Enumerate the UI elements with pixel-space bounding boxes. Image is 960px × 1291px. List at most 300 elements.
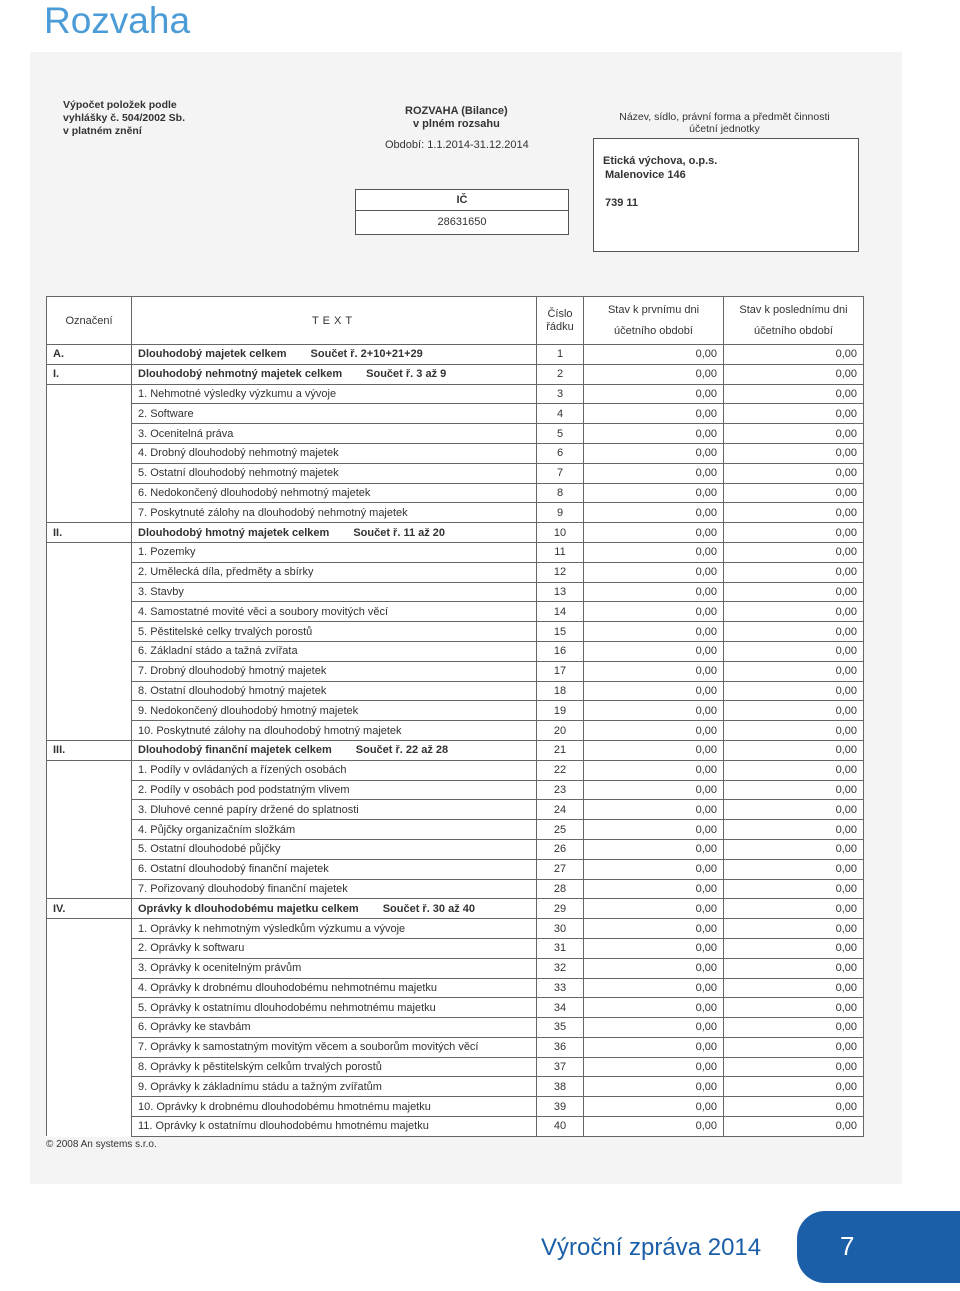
row-label: [47, 424, 132, 444]
row-line-number: 14: [537, 602, 584, 622]
row-label: A.: [47, 345, 132, 365]
row-text-cell: [132, 978, 537, 998]
row-value-last-day: 0,00: [724, 404, 864, 424]
statement-heading: [385, 105, 565, 152]
row-label: III.: [47, 740, 132, 760]
row-text: Dlouhodobý nehmotný majetek celkem: [138, 368, 343, 381]
row-value-first-day: 0,00: [584, 859, 724, 879]
row-value-last-day: 0,00: [724, 483, 864, 503]
row-line-number: 26: [537, 839, 584, 859]
row-line-number: 6: [537, 443, 584, 463]
row-value-first-day: 0,00: [584, 899, 724, 919]
row-value-first-day: 0,00: [584, 701, 724, 721]
row-line-number: 12: [537, 562, 584, 582]
table-row: [47, 661, 864, 681]
row-label: [47, 542, 132, 562]
row-value-last-day: 0,00: [724, 899, 864, 919]
header-text: TEXT: [132, 297, 537, 345]
ic-value: 28631650: [437, 216, 487, 228]
row-line-number: 22: [537, 760, 584, 780]
row-text-cell: [132, 1077, 537, 1097]
header-last-day-2: účetního období: [754, 324, 833, 337]
row-text-cell: [132, 919, 537, 939]
row-text-cell: [132, 800, 537, 820]
row-line-number: 33: [537, 978, 584, 998]
entity-note-line: účetní jednotky: [689, 123, 760, 135]
row-label: [47, 622, 132, 642]
row-value-last-day: 0,00: [724, 760, 864, 780]
row-text: 6. Ostatní dlouhodobý finanční majetek: [138, 863, 329, 876]
row-text-cell: [132, 404, 537, 424]
row-line-number: 25: [537, 820, 584, 840]
table-row: [47, 820, 864, 840]
table-row: [47, 800, 864, 820]
row-sum-formula: Součet ř. 30 až 40: [382, 902, 476, 915]
row-text: Dlouhodobý majetek celkem: [138, 348, 287, 361]
row-value-last-day: 0,00: [724, 800, 864, 820]
organization-address: Malenovice 146: [605, 169, 686, 181]
table-row: [47, 780, 864, 800]
table-row: [47, 760, 864, 780]
row-value-first-day: 0,00: [584, 681, 724, 701]
row-text-cell: [132, 424, 537, 444]
row-label: [47, 483, 132, 503]
row-value-first-day: 0,00: [584, 721, 724, 741]
row-line-number: 2: [537, 364, 584, 384]
table-row: [47, 721, 864, 741]
row-label: [47, 1057, 132, 1077]
organization-name: Etická výchova, o.p.s.: [603, 155, 718, 167]
row-label: I.: [47, 364, 132, 384]
row-value-first-day: 0,00: [584, 1018, 724, 1038]
table-row: [47, 1097, 864, 1117]
table-row: [47, 384, 864, 404]
table-row: [47, 503, 864, 523]
row-value-last-day: 0,00: [724, 602, 864, 622]
row-text: 7. Poskytnuté zálohy na dlouhodobý nehmotný majetek: [138, 506, 408, 519]
reporting-period: Období: 1.1.2014-31.12.2014: [385, 139, 529, 151]
row-text: Oprávky k dlouhodobému majetku celkem: [138, 902, 359, 915]
row-value-first-day: 0,00: [584, 483, 724, 503]
statement-subtitle: v plném rozsahu: [413, 118, 500, 130]
row-label: [47, 760, 132, 780]
header-line-number-2: řádku: [546, 320, 574, 333]
row-value-last-day: 0,00: [724, 641, 864, 661]
row-line-number: 23: [537, 780, 584, 800]
row-line-number: 38: [537, 1077, 584, 1097]
row-sum-formula: Součet ř. 22 až 28: [355, 744, 449, 757]
row-text-cell: [132, 780, 537, 800]
row-value-first-day: 0,00: [584, 562, 724, 582]
row-line-number: 20: [537, 721, 584, 741]
copyright: © 2008 An systems s.r.o.: [46, 1139, 157, 1150]
row-text: 8. Ostatní dlouhodobý hmotný majetek: [138, 684, 327, 697]
row-text: 4. Samostatné movité věci a soubory movitých věcí: [138, 605, 389, 618]
table-row: [47, 463, 864, 483]
row-label: II.: [47, 523, 132, 543]
header-first-day-2: účetního období: [614, 324, 693, 337]
table-row: [47, 1018, 864, 1038]
row-line-number: 8: [537, 483, 584, 503]
row-text-cell: [132, 1057, 537, 1077]
row-line-number: 15: [537, 622, 584, 642]
row-line-number: 37: [537, 1057, 584, 1077]
row-text: Dlouhodobý hmotný majetek celkem: [138, 526, 330, 539]
row-value-last-day: 0,00: [724, 978, 864, 998]
table-row: [47, 839, 864, 859]
row-text-cell: [132, 364, 537, 384]
row-label: [47, 384, 132, 404]
table-row: [47, 602, 864, 622]
table-row: [47, 641, 864, 661]
row-text-cell: [132, 1097, 537, 1117]
row-text: 9. Oprávky k základnímu stádu a tažným zvířatům: [138, 1080, 382, 1093]
row-value-last-day: 0,00: [724, 542, 864, 562]
row-text-cell: [132, 483, 537, 503]
row-text: 10. Poskytnuté zálohy na dlouhodobý hmotný majetek: [138, 724, 402, 737]
row-label: [47, 463, 132, 483]
row-text-cell: [132, 839, 537, 859]
table-row: [47, 740, 864, 760]
row-value-last-day: 0,00: [724, 523, 864, 543]
row-value-first-day: 0,00: [584, 364, 724, 384]
row-text: 3. Ocenitelná práva: [138, 427, 234, 440]
row-label: [47, 879, 132, 899]
row-text: 11. Oprávky k ostatnímu dlouhodobému hmotnému majetku: [138, 1120, 429, 1133]
row-value-last-day: 0,00: [724, 1077, 864, 1097]
row-sum-formula: Součet ř. 2+10+21+29: [310, 348, 423, 361]
organization-box: [593, 138, 859, 252]
row-value-last-day: 0,00: [724, 780, 864, 800]
row-value-last-day: 0,00: [724, 364, 864, 384]
row-value-first-day: 0,00: [584, 602, 724, 622]
row-value-first-day: 0,00: [584, 1097, 724, 1117]
row-label: [47, 404, 132, 424]
row-value-first-day: 0,00: [584, 384, 724, 404]
row-line-number: 13: [537, 582, 584, 602]
header-line-number-1: Číslo: [547, 307, 573, 320]
row-value-last-day: 0,00: [724, 424, 864, 444]
row-value-last-day: 0,00: [724, 839, 864, 859]
row-value-last-day: 0,00: [724, 958, 864, 978]
row-label: [47, 1037, 132, 1057]
row-text: 10. Oprávky k drobnému dlouhodobému hmotnému majetku: [138, 1100, 431, 1113]
row-label: [47, 820, 132, 840]
row-value-first-day: 0,00: [584, 523, 724, 543]
row-value-last-day: 0,00: [724, 859, 864, 879]
row-line-number: 40: [537, 1117, 584, 1137]
row-line-number: 29: [537, 899, 584, 919]
row-label: [47, 562, 132, 582]
row-text-cell: [132, 542, 537, 562]
table-row: [47, 582, 864, 602]
row-line-number: 35: [537, 1018, 584, 1038]
row-value-last-day: 0,00: [724, 503, 864, 523]
row-value-last-day: 0,00: [724, 661, 864, 681]
row-label: [47, 958, 132, 978]
table-row: [47, 364, 864, 384]
row-text-cell: [132, 998, 537, 1018]
row-value-last-day: 0,00: [724, 345, 864, 365]
row-value-first-day: 0,00: [584, 780, 724, 800]
header-oznaceni: Označení: [47, 297, 132, 345]
row-value-last-day: 0,00: [724, 562, 864, 582]
row-label: [47, 800, 132, 820]
row-text-cell: [132, 938, 537, 958]
row-text-cell: [132, 859, 537, 879]
ic-label: IČ: [356, 190, 568, 211]
row-text: 1. Pozemky: [138, 546, 196, 559]
row-text: 3. Stavby: [138, 585, 184, 598]
table-row: [47, 523, 864, 543]
row-line-number: 4: [537, 404, 584, 424]
table-row: [47, 1037, 864, 1057]
row-value-first-day: 0,00: [584, 641, 724, 661]
table-row: [47, 919, 864, 939]
row-value-first-day: 0,00: [584, 978, 724, 998]
row-label: [47, 721, 132, 741]
row-text-cell: [132, 701, 537, 721]
row-value-last-day: 0,00: [724, 463, 864, 483]
row-label: [47, 503, 132, 523]
row-value-first-day: 0,00: [584, 938, 724, 958]
row-value-last-day: 0,00: [724, 1057, 864, 1077]
row-value-first-day: 0,00: [584, 542, 724, 562]
row-text-cell: [132, 899, 537, 919]
row-value-last-day: 0,00: [724, 721, 864, 741]
row-text-cell: [132, 463, 537, 483]
row-value-last-day: 0,00: [724, 701, 864, 721]
row-value-first-day: 0,00: [584, 1077, 724, 1097]
table-row: [47, 978, 864, 998]
row-text-cell: [132, 760, 537, 780]
row-value-first-day: 0,00: [584, 740, 724, 760]
row-line-number: 34: [537, 998, 584, 1018]
table-row: [47, 483, 864, 503]
table-row: [47, 701, 864, 721]
header-last-day-1: Stav k poslednímu dni: [739, 303, 848, 316]
page-title: Rozvaha: [44, 0, 191, 41]
row-text: 2. Oprávky k softwaru: [138, 942, 245, 955]
row-line-number: 3: [537, 384, 584, 404]
row-text-cell: [132, 1018, 537, 1038]
row-value-first-day: 0,00: [584, 582, 724, 602]
row-text: 4. Půjčky organizačním složkám: [138, 823, 296, 836]
row-label: [47, 582, 132, 602]
row-text: 7. Drobný dlouhodobý hmotný majetek: [138, 665, 327, 678]
row-text-cell: [132, 1037, 537, 1057]
row-label: [47, 1117, 132, 1137]
row-text-cell: [132, 641, 537, 661]
row-text: 3. Dluhové cenné papíry držené do splatnosti: [138, 803, 359, 816]
row-line-number: 24: [537, 800, 584, 820]
row-text: 6. Oprávky ke stavbám: [138, 1021, 251, 1034]
statement-title: ROZVAHA (Bilance): [405, 105, 508, 117]
row-label: [47, 681, 132, 701]
row-label: [47, 1097, 132, 1117]
entity-note-line: Název, sídlo, právní forma a předmět činnosti: [619, 111, 830, 123]
row-text-cell: [132, 820, 537, 840]
row-label: [47, 780, 132, 800]
row-value-first-day: 0,00: [584, 958, 724, 978]
row-text-cell: [132, 721, 537, 741]
row-value-last-day: 0,00: [724, 820, 864, 840]
row-value-last-day: 0,00: [724, 582, 864, 602]
row-value-first-day: 0,00: [584, 1057, 724, 1077]
row-line-number: 9: [537, 503, 584, 523]
row-text-cell: [132, 740, 537, 760]
row-text: 3. Oprávky k ocenitelným právům: [138, 962, 302, 975]
row-label: [47, 1018, 132, 1038]
row-value-first-day: 0,00: [584, 800, 724, 820]
row-text: 6. Nedokončený dlouhodobý nehmotný majetek: [138, 486, 371, 499]
row-label: [47, 641, 132, 661]
row-value-last-day: 0,00: [724, 622, 864, 642]
row-line-number: 28: [537, 879, 584, 899]
row-line-number: 27: [537, 859, 584, 879]
row-value-first-day: 0,00: [584, 919, 724, 939]
row-value-first-day: 0,00: [584, 622, 724, 642]
row-label: [47, 978, 132, 998]
row-sum-formula: Součet ř. 11 až 20: [353, 526, 446, 539]
row-text: 5. Oprávky k ostatnímu dlouhodobému nehmotnému majetku: [138, 1001, 436, 1014]
row-value-first-day: 0,00: [584, 1037, 724, 1057]
table-row: [47, 562, 864, 582]
organization-zip: 739 11: [605, 197, 639, 209]
legal-basis-note: [63, 99, 213, 138]
row-line-number: 5: [537, 424, 584, 444]
table-row: [47, 443, 864, 463]
row-text: 2. Software: [138, 407, 194, 420]
row-line-number: 1: [537, 345, 584, 365]
table-row: [47, 1117, 864, 1137]
row-label: [47, 859, 132, 879]
table-row: [47, 404, 864, 424]
row-line-number: 19: [537, 701, 584, 721]
table-row: [47, 958, 864, 978]
row-label: [47, 938, 132, 958]
row-value-last-day: 0,00: [724, 443, 864, 463]
row-line-number: 16: [537, 641, 584, 661]
row-text-cell: [132, 958, 537, 978]
row-value-first-day: 0,00: [584, 1117, 724, 1137]
row-value-first-day: 0,00: [584, 404, 724, 424]
row-line-number: 17: [537, 661, 584, 681]
row-label: [47, 839, 132, 859]
row-label: [47, 919, 132, 939]
row-label: [47, 661, 132, 681]
row-value-last-day: 0,00: [724, 938, 864, 958]
row-text: 5. Ostatní dlouhodobé půjčky: [138, 843, 281, 856]
row-value-first-day: 0,00: [584, 820, 724, 840]
row-text: 5. Ostatní dlouhodobý nehmotný majetek: [138, 467, 339, 480]
row-value-last-day: 0,00: [724, 384, 864, 404]
row-value-first-day: 0,00: [584, 879, 724, 899]
row-value-last-day: 0,00: [724, 919, 864, 939]
row-text: 1. Nehmotné výsledky výzkumu a vývoje: [138, 387, 337, 400]
table-row: [47, 899, 864, 919]
row-line-number: 39: [537, 1097, 584, 1117]
row-line-number: 21: [537, 740, 584, 760]
balance-sheet-table: [46, 296, 864, 1137]
row-value-first-day: 0,00: [584, 839, 724, 859]
row-text-cell: [132, 562, 537, 582]
row-line-number: 36: [537, 1037, 584, 1057]
row-value-first-day: 0,00: [584, 424, 724, 444]
row-text: 1. Oprávky k nehmotným výsledkům výzkumu a vývoje: [138, 922, 406, 935]
row-text-cell: [132, 681, 537, 701]
row-line-number: 10: [537, 523, 584, 543]
row-line-number: 31: [537, 938, 584, 958]
table-row: [47, 998, 864, 1018]
table-row: [47, 542, 864, 562]
row-value-first-day: 0,00: [584, 503, 724, 523]
row-value-first-day: 0,00: [584, 998, 724, 1018]
row-text: 4. Oprávky k drobnému dlouhodobému nehmotnému majetku: [138, 981, 438, 994]
header-last-day: [724, 297, 864, 345]
table-row: [47, 622, 864, 642]
row-sum-formula: Součet ř. 3 až 9: [366, 368, 447, 381]
row-text: 7. Oprávky k samostatným movitým věcem a souborům movitých věcí: [138, 1041, 479, 1054]
row-value-first-day: 0,00: [584, 463, 724, 483]
table-row: [47, 681, 864, 701]
row-text-cell: [132, 345, 537, 365]
row-text-cell: [132, 503, 537, 523]
table-row: [47, 879, 864, 899]
row-value-last-day: 0,00: [724, 879, 864, 899]
row-label: [47, 1077, 132, 1097]
page-number-tab: [797, 1211, 960, 1283]
row-text: Dlouhodobý finanční majetek celkem: [138, 744, 332, 757]
row-line-number: 30: [537, 919, 584, 939]
row-text-cell: [132, 622, 537, 642]
row-text-cell: [132, 443, 537, 463]
row-line-number: 18: [537, 681, 584, 701]
ic-box: [355, 189, 569, 235]
table-row: [47, 938, 864, 958]
table-row: [47, 424, 864, 444]
header-first-day-1: Stav k prvnímu dni: [607, 303, 700, 316]
row-text: 5. Pěstitelské celky trvalých porostů: [138, 625, 313, 638]
legal-basis-line: v platném znění: [63, 125, 142, 137]
row-label: [47, 998, 132, 1018]
header-line-number: [537, 297, 584, 345]
row-text-cell: [132, 1117, 537, 1137]
table-row: [47, 345, 864, 365]
table-row: [47, 859, 864, 879]
row-line-number: 32: [537, 958, 584, 978]
row-value-last-day: 0,00: [724, 998, 864, 1018]
row-text: 8. Oprávky k pěstitelským celkům trvalých porostů: [138, 1061, 382, 1074]
row-value-first-day: 0,00: [584, 760, 724, 780]
row-text-cell: [132, 602, 537, 622]
legal-basis-line: vyhlášky č. 504/2002 Sb.: [63, 112, 186, 124]
table-row: [47, 1077, 864, 1097]
row-text: 2. Umělecká díla, předměty a sbírky: [138, 566, 314, 579]
row-text: 9. Nedokončený dlouhodobý hmotný majetek: [138, 704, 359, 717]
row-text: 1. Podíly v ovládaných a řízených osobách: [138, 764, 347, 777]
entity-note: [602, 111, 847, 135]
row-text: 7. Pořizovaný dlouhodobý finanční majetek: [138, 882, 348, 895]
legal-basis-line: Výpočet položek podle: [63, 99, 177, 111]
row-label: IV.: [47, 899, 132, 919]
row-line-number: 11: [537, 542, 584, 562]
row-value-last-day: 0,00: [724, 1117, 864, 1137]
table-header-row: [47, 297, 864, 345]
footer-report-title: Výroční zpráva 2014: [541, 1234, 762, 1261]
row-value-last-day: 0,00: [724, 681, 864, 701]
row-text-cell: [132, 661, 537, 681]
